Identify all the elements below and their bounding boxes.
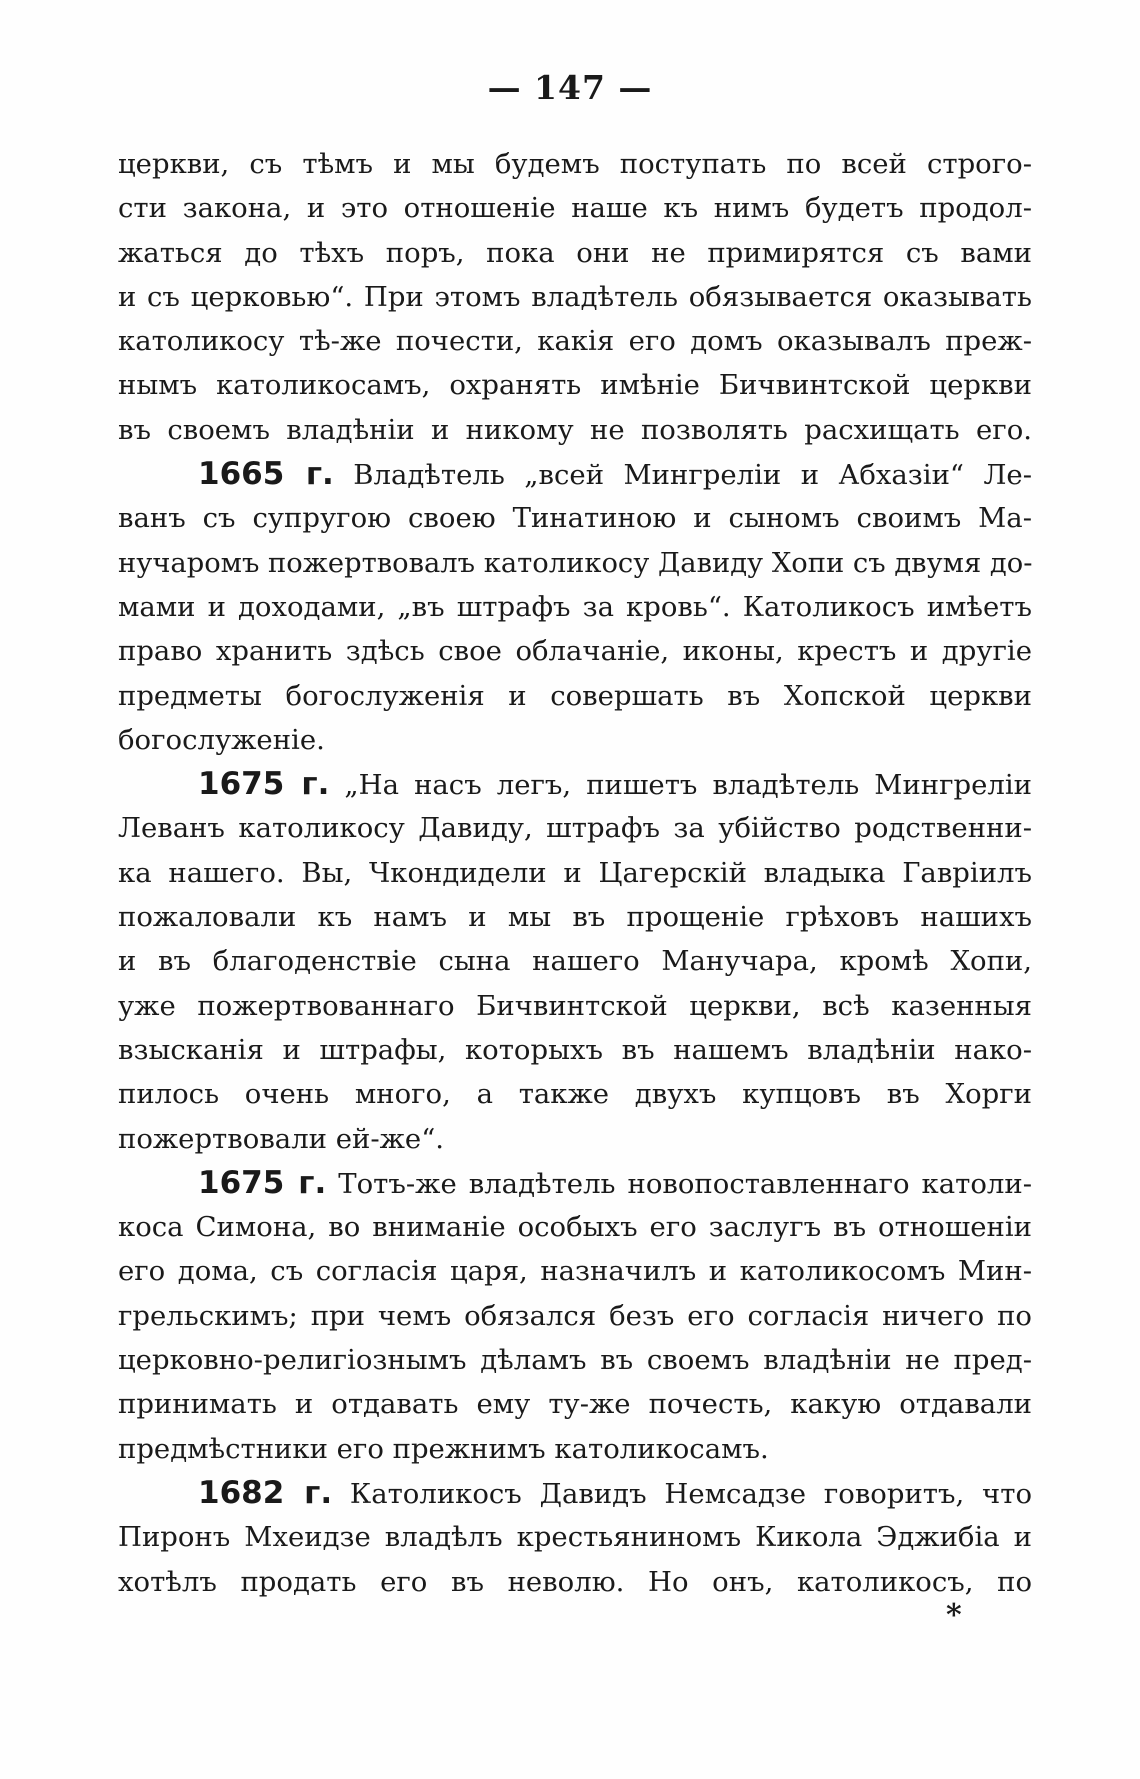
text-line: принимать и отдавать ему ту-же почесть, какую отдавали (118, 1388, 1032, 1421)
text-line: сти закона, и это отношеніе наше къ нимъ будетъ продол- (118, 192, 1032, 225)
text-line: Пиронъ Мхеидзе владѣлъ крестьяниномъ Кикола Эджибіа и (118, 1521, 1032, 1554)
paragraph-start-1675b: 1675 г. Тотъ-же владѣтель новопоставленнаго католи- (198, 1164, 1032, 1201)
paragraph-start-1675a: 1675 г. „На насъ легъ, пишетъ владѣтель Мингреліи (198, 766, 1033, 803)
text-line: католикосу тѣ-же почести, какія его домъ оказывалъ преж- (118, 325, 1032, 358)
text-line: ванъ съ супругою своею Тинатиною и сыномъ своимъ Ма- (118, 502, 1032, 535)
text-line: и съ церковью“. При этомъ владѣтель обязывается оказывать (118, 280, 1032, 313)
year-heading: 1665 г. (198, 456, 334, 493)
text-line: Леванъ католикосу Давиду, штрафъ за убійство родственни- (118, 812, 1032, 845)
text-line: нымъ католикосамъ, охранять имѣніе Бичвинтской церкви (118, 369, 1032, 402)
text-line: жаться до тѣхъ поръ, пока они не примирятся съ вами (118, 236, 1032, 269)
year-heading: 1675 г. (198, 766, 330, 803)
text-line: коса Симона, во вниманіе особыхъ его заслугъ въ отношеніи (118, 1211, 1032, 1244)
text-line: богослуженіе. (118, 723, 325, 756)
text-line: взысканія и штрафы, которыхъ въ нашемъ владѣніи нако- (118, 1033, 1032, 1066)
text-line: нучаромъ пожертвовалъ католикосу Давиду Хопи съ двумя до- (118, 546, 1033, 579)
text-line: уже пожертвованнаго Бичвинтской церкви, всѣ казенныя (118, 989, 1032, 1022)
text-line: въ своемъ владѣніи и никому не позволять расхищать его. (118, 413, 1032, 446)
text-line: церкви, съ тѣмъ и мы будемъ поступать по всей строго- (118, 148, 1032, 180)
text-line: предмѣстники его прежнимъ католикосамъ. (118, 1432, 769, 1465)
text-line: пилось очень много, а также двухъ купцовъ въ Хорги (118, 1078, 1032, 1111)
year-heading: 1682 г. (198, 1474, 333, 1511)
text-line: ка нашего. Вы, Чкондидели и Цагерскій владыка Гавріилъ (118, 856, 1032, 889)
text-line: пожертвовали ей-же“. (118, 1122, 444, 1155)
text-line: грельскимъ; при чемъ обязался безъ его согласія ничего по (118, 1299, 1032, 1332)
text-line: пожаловали къ намъ и мы въ прощеніе грѣховъ нашихъ (118, 901, 1032, 934)
year-heading: 1675 г. (198, 1164, 327, 1201)
text-line: его дома, съ согласія царя, назначилъ и католикосомъ Мин- (118, 1255, 1032, 1288)
text-line: церковно-религіознымъ дѣламъ въ своемъ владѣніи не пред- (118, 1344, 1032, 1377)
paragraph-start-1665: 1665 г. Владѣтель „всей Мингреліи и Абхазіи“ Ле- (198, 456, 1032, 493)
page-number: — 147 — (487, 68, 653, 107)
text-line: право хранить здѣсь свое облачаніе, иконы, крестъ и другіе (118, 635, 1032, 668)
body-text (118, 142, 1032, 1604)
text-line: мами и доходами, „въ штрафъ за кровь“. Католикосъ имѣетъ (118, 590, 1032, 623)
text-line: хотѣлъ продать его въ неволю. Но онъ, католикосъ, по (118, 1565, 1032, 1598)
text-line: и въ благоденствіе сына нашего Манучара, кромѣ Хопи, (118, 945, 1032, 978)
paragraph-start-1682: 1682 г. Католикосъ Давидъ Немсадзе говоритъ, что (198, 1474, 1032, 1511)
signature-mark: * (946, 1598, 962, 1633)
text-line: предметы богослуженія и совершать въ Хопской церкви (118, 679, 1032, 712)
